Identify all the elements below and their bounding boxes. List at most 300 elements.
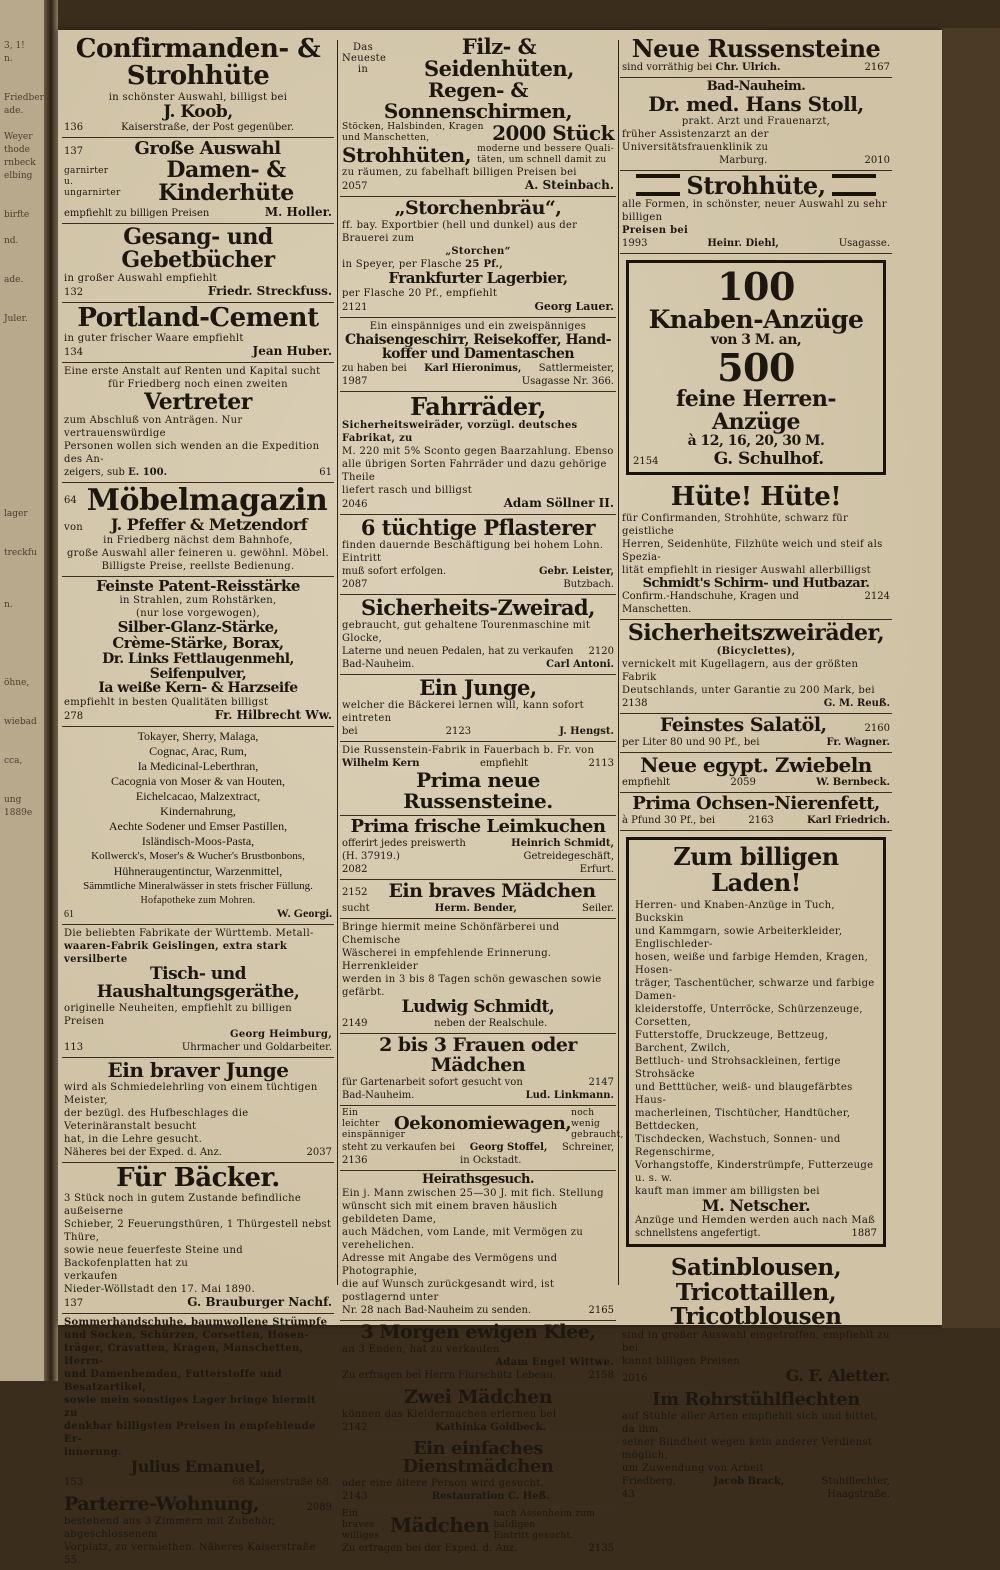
ad-number: 43 [622, 1488, 635, 1500]
ad-title: Oekonomiewagen, [394, 1113, 572, 1135]
ad-title: Satinblousen, [670, 1254, 842, 1282]
ad-text: Personen wollen sich wenden an die Expedition des An- [64, 441, 320, 466]
ad-text: träger, Cravatten, Kragen, Manschetten, Herrn- [64, 1342, 304, 1367]
ad-title: Chaisengeschirr, Reisekoffer, Hand- [344, 331, 612, 348]
ad-title: Tisch- und Haushaltungsgeräthe, [96, 963, 300, 1002]
ad-fuer-baecker [62, 1163, 334, 1314]
ad-text: Bad-Nauheim. [706, 79, 806, 95]
ad-name: G. Brauburger Nachf. [187, 1294, 332, 1309]
ad-name: J. Koob, [163, 101, 233, 122]
ad-name: Karl Friedrich. [807, 815, 890, 827]
ad-text: Das [352, 41, 373, 53]
ad-text: Die Russenstein-Fabrik in Fauerbach b. Fr. von [342, 745, 595, 757]
ad-item: Sämmtliche Mineralwässer in stets frischer Füllung. [83, 879, 313, 892]
ad-name: A. Steinbach. [524, 178, 614, 193]
ad-text: steht zu verkaufen bei [342, 1142, 456, 1154]
ad-address: in Ockstadt. [460, 1155, 522, 1167]
ad-text: originelle Neuheiten, empfiehlt zu billigen Preisen [64, 1002, 293, 1027]
ad-number: 1887 [851, 1228, 877, 1240]
column-3 [620, 34, 892, 1504]
ad-text: gebraucht, gut gehaltene Tourenmaschine mit Glocke, [342, 620, 591, 645]
ad-text: oder eine ältere Person wird gesucht. [342, 1478, 545, 1490]
ad-number: 2143 [342, 1491, 368, 1503]
ad-text: wird als Schmiedelehrling von einem tüchtigen Meister, [64, 1081, 318, 1106]
ad-braver-junge [62, 1058, 334, 1163]
ad-name: Kathinka Goldbeck. [435, 1421, 547, 1433]
ad-billigen-laden [620, 831, 892, 1254]
ad-text: ungarnirter [64, 187, 121, 198]
ad-name: Jacob Brack, [713, 1475, 785, 1487]
ad-name: Adam Söllner II. [503, 496, 614, 511]
ad-text: bestehend aus 3 Zimmern mit Zubehör, abgeschlossenem [64, 1515, 276, 1540]
ad-rohrstuhlflechten [620, 1389, 892, 1504]
ad-text: Wäscherei in empfehlende Erinnerung. Herrenkleider [342, 948, 552, 973]
bordered-box [626, 837, 886, 1247]
ad-text: und Betttücher, weiß- und blaugefärbtes Haus- [635, 1081, 853, 1106]
ad-name: Heinr. Diehl, [707, 238, 779, 250]
ad-item: Crème-Stärke, Borax, [112, 634, 284, 653]
ad-russensteine-kern [340, 742, 616, 816]
ad-title: Frankfurter Lagerbier, [388, 269, 568, 288]
column-rule-2 [618, 40, 619, 1285]
ad-text: Deutschlands, unter Garantie zu 200 Mark, bei [622, 685, 875, 697]
ad-title: feine Herren-Anzüge [675, 385, 837, 435]
ad-number: 136 [64, 122, 84, 134]
ad-number: 1993 [622, 238, 648, 250]
ad-text: große Auswahl aller feineren u. gewöhnl. Möbel. [66, 547, 330, 559]
ad-text: finden dauernde Beschäftigung bei hohem Lohn. Eintritt [342, 540, 604, 565]
ad-text: Eintritt gesucht. [493, 1531, 574, 1542]
ad-text: empfiehlt [622, 777, 671, 789]
ad-title: 6 tüchtige Pflasterer [360, 515, 596, 541]
ad-item: Aechte Sodener und Emser Pastillen, [108, 818, 288, 833]
ad-text: träger, Taschentücher, schwarze und farbige Damen- [635, 977, 875, 1002]
ad-ewigen-klee [340, 1321, 616, 1386]
ad-number: 2147 [588, 1077, 614, 1089]
ad-title: Prima frische Leimkuchen [350, 816, 606, 838]
ad-text: Bettluch- und Strohsackleinen, fertige Strohsäcke [635, 1055, 841, 1080]
ad-text: empfiehlt [480, 758, 529, 770]
ad-number: 2123 [445, 726, 472, 738]
ad-text: für Gartenarbeit sofort gesucht von [342, 1077, 523, 1089]
ad-dienstmaedchen [340, 1438, 616, 1508]
ad-text: Futterstoffe, Druckzeuge, Bettzeug, Barchent, Zwilch, [635, 1029, 829, 1054]
ad-text: zu räumen, zu fabelhaft billigen Preisen bei [342, 167, 577, 179]
ad-name: G. Schulhof. [713, 448, 824, 469]
ad-name: Julius Emanuel, [130, 1456, 266, 1476]
ad-text: empfiehlt in besten Qualitäten billigst [64, 696, 269, 708]
ad-number: 2167 [864, 62, 890, 74]
ad-text: für Confirmanden, Strohhüte, schwarz für geistliche [622, 512, 849, 537]
ad-text: Sicherheitsweiräder, vorzügl. deutsches Fabrikat, zu [342, 420, 578, 445]
ad-item: Ia Medicinal-Leberthran, [137, 758, 259, 773]
ad-number: 113 [64, 1041, 84, 1053]
ad-item: Cacognia von Moser & van Houten, [111, 773, 285, 788]
ad-number: 2089 [306, 1501, 332, 1513]
ad-damenhuete [62, 138, 334, 223]
ad-number: 2160 [864, 723, 890, 735]
ad-number: 2082 [342, 864, 368, 876]
ad-neue-russensteine [620, 34, 892, 78]
ad-price: 25 Pf., [465, 259, 504, 271]
ad-filz-seidenhueten [340, 34, 616, 197]
ad-text: innerung. [64, 1446, 122, 1458]
ad-number: 2149 [342, 1018, 368, 1030]
ad-text: um Zuwendung von Arbeit [622, 1462, 764, 1474]
ad-text: Getreidegeschäft, [523, 851, 614, 863]
ad-number: 2016 [622, 1372, 648, 1384]
ad-text: sind in großer Auswahl eingetroffen, empfiehlt zu bei [622, 1329, 890, 1354]
ad-text: Hofapotheke zum Mohren. [140, 894, 256, 906]
ad-text: à 12, 16, 20, 30 M. [687, 432, 825, 449]
ad-title: Damen- & Kinderhüte [158, 157, 294, 207]
ad-name: Georg Heimburg, [229, 1028, 332, 1040]
ad-name: Ludwig Schmidt, [401, 997, 555, 1018]
ad-title: Tricottaillen, [675, 1278, 837, 1306]
ad-title: 2 bis 3 Frauen oder Mädchen [379, 1034, 577, 1077]
ad-number: 2138 [622, 698, 648, 710]
ad-title: Strohhüten, [342, 142, 472, 167]
ad-text: Die beliebten Fabrikate der Württemb. Metall- [64, 927, 314, 939]
ad-number: 2010 [864, 154, 890, 166]
ad-number: 2165 [588, 1304, 614, 1316]
ad-title: Fahrräder, [410, 392, 546, 422]
ad-text: M. 220 mit 5% Sconto gegen Baarzahlung. Ebenso [342, 446, 614, 458]
ad-number: 2135 [588, 1543, 614, 1555]
ad-name: G. M. Reuß. [823, 698, 890, 710]
ad-text: schnellstens angefertigt. [635, 1228, 761, 1240]
decorative-rule [636, 174, 680, 196]
decorative-rule [832, 174, 876, 196]
ad-title: Confirmanden- & Strohhüte [75, 34, 321, 92]
ad-text: Friedberg, [622, 1475, 676, 1487]
ad-name: M. Netscher. [701, 1195, 811, 1215]
ad-title: Prima Ochsen-Nierenfett, [632, 793, 880, 815]
ad-name: J. Pfeffer & Metzendorf [110, 514, 308, 534]
ad-fahrraeder [340, 392, 616, 515]
ad-name: Chr. Ulrich. [715, 62, 781, 74]
ad-title: Hüte! Hüte! [670, 482, 842, 513]
ad-text: Preisen bei [622, 225, 689, 237]
ad-sommerhandschuhe [62, 1314, 334, 1493]
page-edge-right [942, 28, 1000, 1328]
ad-text: williges [342, 1531, 380, 1542]
ad-satinblousen [620, 1254, 892, 1388]
ad-text: 3 Stück noch in gutem Zustande befindliche außeiserne [64, 1192, 302, 1217]
ad-number: 2113 [588, 758, 614, 770]
ad-item: Kindernahrung, [160, 803, 236, 818]
ad-address: Marburg. [719, 154, 768, 166]
ad-name: Georg Stoffel, [469, 1142, 548, 1154]
ad-text: macherleinen, Tischtücher, Handtücher, Bettdecken, [635, 1107, 851, 1132]
ad-text: Vorhangstoffe, Kinderstrümpfe, Futterzeuge u. s. w. [635, 1159, 874, 1184]
ad-title: Regen- & Sonnenschirmen, [383, 78, 573, 124]
ad-text: alle übrigen Sorten Fahrräder und dazu gehörige Theile [342, 459, 607, 484]
ad-title: Gesang- und Gebetbücher [121, 223, 275, 273]
ad-quantity: 100 [717, 264, 795, 310]
ad-name: W. Bernbeck. [816, 777, 890, 789]
ad-reisstaerke [62, 577, 334, 727]
ad-text: Uhrmacher und Goldarbeiter. [181, 1041, 332, 1053]
ad-name: Friedr. Streckfuss. [207, 283, 332, 298]
ad-title: Für Bäcker. [116, 1162, 280, 1193]
ad-text: hat, in die Lehre gesucht. [64, 1133, 203, 1145]
ad-text: Bringe hiermit meine Schönfärberei und Chemische [342, 922, 560, 947]
ad-text: die auf Wunsch zurückgesandt wird, ist postlagernd unter [342, 1278, 555, 1303]
ad-text: in schönster Auswahl, billigst bei [108, 91, 288, 103]
ad-text: Ein j. Mann zwischen 25—30 J. mit fich. Stellung [342, 1187, 604, 1199]
ad-title: koffer und Damentaschen [381, 346, 575, 363]
ad-title: Heirathsgesuch. [421, 1172, 535, 1188]
ad-name: Karl Hieronimus, [424, 363, 522, 375]
ad-text: Laterne und neuen Pedalen, hat zu verkaufen [342, 646, 574, 658]
ad-text: zum Abschluß von Anträgen. Nur vertrauenswürdige [64, 415, 243, 440]
ad-text: Näheres bei der Exped. d. Anz. [64, 1146, 222, 1158]
ad-text: in Strahlen, zum Rohstärken, [119, 595, 277, 607]
ad-text: der bezügl. des Hufbeschlages die Veterinäranstalt besucht [64, 1107, 249, 1132]
ad-gesangbuecher [62, 224, 334, 303]
ad-text: für Friedberg noch einen zweiten [108, 379, 288, 390]
ad-quantity: 2000 Stück [492, 120, 614, 145]
ad-title: Filz- & Seidenhüten, [424, 34, 574, 82]
ad-title: Feinste Patent-Reisstärke [96, 576, 300, 595]
ad-text: seiner Blindheit wegen kein anderer Verdienst möglich, [622, 1436, 873, 1461]
ad-text: kleiderstoffe, Unterröcke, Schürzenzeuge, Corsetten, [635, 1003, 863, 1028]
ad-text: früher Assistenzarzt an der Universitätsfrauenklinik zu [622, 128, 769, 153]
ad-text: zu haben bei [342, 363, 407, 375]
ad-item: Ia weiße Kern- & Harzseife [98, 680, 298, 697]
ad-text: Bad-Nauheim. [342, 659, 415, 671]
ad-number: 2046 [342, 499, 368, 511]
ad-text: sowie neue feuerfeste Steine und Backofenplatten hat zu [64, 1244, 243, 1269]
ad-item: Eichelcacao, Malzextract, [135, 788, 261, 803]
ad-dr-stoll [620, 78, 892, 171]
ad-number: 2087 [342, 579, 368, 591]
ad-title: „Storchenbräu“, [394, 197, 562, 220]
ad-title: Sicherheits-Zweirad, [361, 595, 595, 621]
ad-text: kannt billigen Preisen [622, 1355, 740, 1367]
column-rule-1 [337, 40, 338, 1285]
ad-haushaltungsgeraethe [62, 925, 334, 1058]
ad-number: 2059 [730, 777, 756, 789]
ad-text: Sattlermeister, [538, 363, 614, 375]
ad-text: zeigers, sub [64, 467, 125, 479]
ad-moebelmagazin [62, 483, 334, 577]
ad-number: 153 [64, 1476, 84, 1488]
ad-text: Confirm.-Handschuhe, Kragen und Manschetten. [622, 591, 799, 616]
ad-text: (H. 37919.) [342, 851, 400, 863]
ad-text: muß sofort erfolgen. [342, 566, 447, 578]
ad-oekonomiewagen [340, 1106, 624, 1171]
ad-item: Hühneraugentinctur, Warzenmittel, [113, 863, 283, 878]
ad-text: sucht [342, 903, 370, 915]
book-gutter [44, 0, 58, 1381]
bordered-box [626, 260, 886, 475]
ad-text: in großer Auswahl empfiehlt [64, 272, 218, 284]
ad-parterre-wohnung [62, 1493, 334, 1570]
ad-text: Seiler. [582, 903, 614, 915]
ad-text: Ein einspänniges und ein zweispänniges [369, 320, 587, 332]
ad-text: können das Kleidermachen erlernen bei [342, 1408, 557, 1420]
ad-name: Adam Engel Wittwe. [495, 1356, 614, 1368]
ad-item: Silber-Glanz-Stärke, [117, 618, 279, 637]
ad-text: Schieber, 2 Feuerungsthüren, 1 Thürgestell nebst Thüre, [64, 1218, 332, 1243]
ad-quantity: 500 [717, 344, 795, 390]
ad-text: und Damenhemden, Futterstoffe und Besatzartikel, [64, 1368, 283, 1393]
ad-title: Zwei Mädchen [403, 1385, 553, 1408]
ad-name: Herm. Bender, [434, 903, 517, 915]
ad-text: offerirt jedes preiswerth [342, 838, 466, 850]
ad-text: Nieder-Wöllstadt den 17. Mai 1890. [64, 1283, 255, 1295]
ad-vertreter [62, 363, 334, 483]
ad-leimkuchen [340, 816, 616, 880]
ad-title: Mädchen [390, 1513, 490, 1538]
ad-text: und Kammgarn, sowie Arbeiterkleider, Englischleder- [635, 925, 843, 950]
ad-address: 68 Kaiserstraße 68. [232, 1476, 332, 1488]
ad-text: Zu erfragen bei Herrn Flurschütz Lebeau. [342, 1369, 557, 1381]
adjacent-page-text: 3, 1! n. Friedber ade. Weyer thode rnbeck elbing birfte nd. ade. Juler. lager treckfu n. öhne, wiebad cca, ung 1889e [4, 41, 44, 818]
ad-code: E. 100. [128, 467, 168, 479]
ad-name: Gebr. Leister, [538, 566, 614, 578]
ad-text: verkaufen [64, 1270, 118, 1282]
ad-name: Georg Lauer. [534, 299, 614, 313]
ad-name: Fr. Wagner. [826, 737, 890, 749]
ad-text: welcher die Bäckerei lernen will, kann sofort eintreten [342, 700, 584, 725]
ad-title: Portland-Cement [77, 302, 319, 333]
ad-address: Haagstraße. [827, 1488, 890, 1500]
ad-address: Usagasse Nr. 366. [521, 376, 614, 388]
ad-text: kauft man immer am billigsten bei [635, 1185, 820, 1197]
ad-text: wünscht sich mit einem braven häuslich gebildeten Dame, [342, 1200, 558, 1225]
ad-number: 2124 [864, 591, 890, 603]
ad-title: Knaben-Anzüge [648, 304, 864, 334]
ad-text: alle Formen, in schönster, neuer Auswahl zu sehr billigen [622, 199, 887, 224]
ad-number: 2120 [588, 646, 614, 658]
ad-title: Vertreter [144, 389, 252, 415]
ad-text: „Storchen“ [445, 246, 511, 258]
ad-name: Lud. Linkmann. [525, 1090, 614, 1102]
ad-name: Jean Huber. [252, 344, 332, 358]
ad-chaisengeschirr [340, 318, 616, 392]
ad-text: Tischdecken, Wachstuch, Sonnen- und Regenschirme, [635, 1133, 841, 1158]
ad-title: Strohhüte, [686, 170, 826, 200]
ad-apotheke [62, 727, 334, 925]
ad-text: und Socken, Schürzen, Corsetten, Hosen- [64, 1329, 309, 1341]
ad-text: auch Mädchen, vom Lande, mit Vermögen zu verehelichen. [342, 1226, 584, 1251]
ad-zwei-maedchen [340, 1386, 616, 1438]
ad-schoenfaerberei [340, 919, 616, 1034]
ad-text: an 3 Enden, hat zu verkaufen [342, 1343, 500, 1355]
ad-text: Anzüge und Hemden werden auch nach Maß [635, 1215, 876, 1227]
ad-number: 132 [64, 286, 84, 298]
ad-name: Carl Antoni. [546, 659, 614, 671]
ad-text: bei [342, 726, 358, 738]
ad-text: à Pfund 30 Pf., bei [622, 815, 716, 827]
ad-huete-huete [620, 482, 892, 620]
column-1 [62, 34, 334, 1570]
ad-title: Prima neue Russensteine. [403, 768, 553, 814]
ad-number: 2158 [588, 1369, 614, 1381]
ad-number: 61 [64, 908, 74, 920]
ad-text: noch wenig [571, 1108, 601, 1130]
ad-name: Wilhelm Kern [342, 758, 420, 770]
ad-number: 278 [64, 710, 84, 722]
ad-text: in Friedberg nächst dem Bahnhofe, [103, 534, 293, 546]
ad-text: Adresse mit Angabe des Vermögens und Photographie, [342, 1252, 558, 1277]
ad-number: 61 [319, 467, 332, 479]
ad-text: per Flasche 20 Pf., empfiehlt [342, 287, 498, 299]
ad-text: sowie mein sonstiges Lager bringe hiermit zu [64, 1394, 316, 1419]
ad-text: (Bicyclettes), [716, 646, 796, 658]
ad-name: Restauration C. Heß. [431, 1491, 550, 1503]
ad-strohhuete-diehl [620, 171, 892, 254]
ad-title: Große Auswahl [134, 138, 281, 160]
ad-address: Usagasse. [838, 238, 890, 250]
ad-name: Heinrich Schmidt, [511, 838, 614, 850]
ad-text: garnirter u. [64, 165, 109, 187]
ad-title: Feinstes Salatöl, [659, 714, 827, 737]
ad-number: 2152 [342, 886, 368, 898]
ad-number: 2037 [306, 1146, 332, 1158]
ad-text: gebraucht, [571, 1130, 624, 1141]
ad-title: Zum billigen Laden! [673, 842, 839, 897]
ad-text: Ein braves [342, 1509, 375, 1531]
ad-frauen-oder-maedchen [340, 1034, 616, 1106]
ad-name: Schmidt's Schirm- und Hutbazar. [642, 575, 870, 591]
ad-address: Butzbach. [563, 579, 614, 591]
ad-text: Zu erfragen bei der Exped. d. Anz. [342, 1543, 518, 1555]
ad-name: M. Holler. [264, 204, 332, 219]
ad-text: Vorplatz, zu vermiethen. Näheres Kaiserstraße 55. [64, 1541, 316, 1566]
ad-text: Ein leichter [342, 1108, 380, 1130]
ad-text: auf Stühle aller Arten empfiehlt sich und bittet, da ihm [622, 1410, 879, 1435]
ad-maedchen-assenheim [340, 1507, 616, 1558]
ad-text: denkbar billigsten Preisen in empfehlende Er- [64, 1420, 316, 1445]
ad-address: Kaiserstraße, der Post gegenüber. [121, 122, 295, 134]
ad-title: Ein einfaches Dienstmädchen [402, 1437, 554, 1478]
ad-number: 2136 [342, 1155, 368, 1167]
ad-text: lität empfiehlt in riesiger Auswahl allerbilligst [622, 564, 871, 576]
ad-text: neben der Realschule. [434, 1018, 548, 1030]
ad-text: (nur lose vorgewogen), [136, 608, 260, 620]
ad-text: und Manschetten, [342, 133, 430, 144]
ad-title: Parterre-Wohnung, [64, 1492, 260, 1515]
ad-text: Bad-Nauheim. [342, 1090, 415, 1102]
ad-sicherheits-zweirad [340, 595, 616, 675]
ad-text: Nr. 28 nach Bad-Nauheim zu senden. [342, 1304, 532, 1316]
ad-item: Kollwerck's, Moser's & Wucher's Brustbonbons, [91, 849, 305, 862]
ad-sicherheitszweiraeder [620, 620, 892, 714]
ad-title: Möbelmagazin [86, 483, 328, 519]
ad-text: nach Assenheim zum baldigen [493, 1509, 596, 1531]
ad-braves-maedchen [340, 880, 616, 919]
ad-name: Fr. Hilbrecht Ww. [214, 707, 332, 722]
ad-text: in guter frischer Waare empfiehlt [64, 333, 244, 344]
ad-item: Seifenpulver, [149, 665, 247, 682]
ad-text: moderne und bessere Quali- [477, 144, 614, 155]
ad-text: Billigste Preise, reellste Bedienung. [101, 560, 295, 572]
ad-number: 137 [64, 146, 84, 158]
ad-text: vernickelt mit Kugellagern, aus der größten Fabrik [622, 659, 859, 684]
ad-storchenbraeu [340, 197, 616, 318]
ad-pflasterer [340, 515, 616, 595]
ad-title: Im Rohrstühlflechten [652, 1388, 860, 1410]
ad-name: J. Hengst. [559, 726, 614, 738]
ad-number: 2163 [748, 815, 774, 827]
ad-title: Ein Junge, [419, 675, 537, 701]
ad-text: Neueste in [342, 52, 387, 75]
column-2 [340, 34, 624, 1558]
